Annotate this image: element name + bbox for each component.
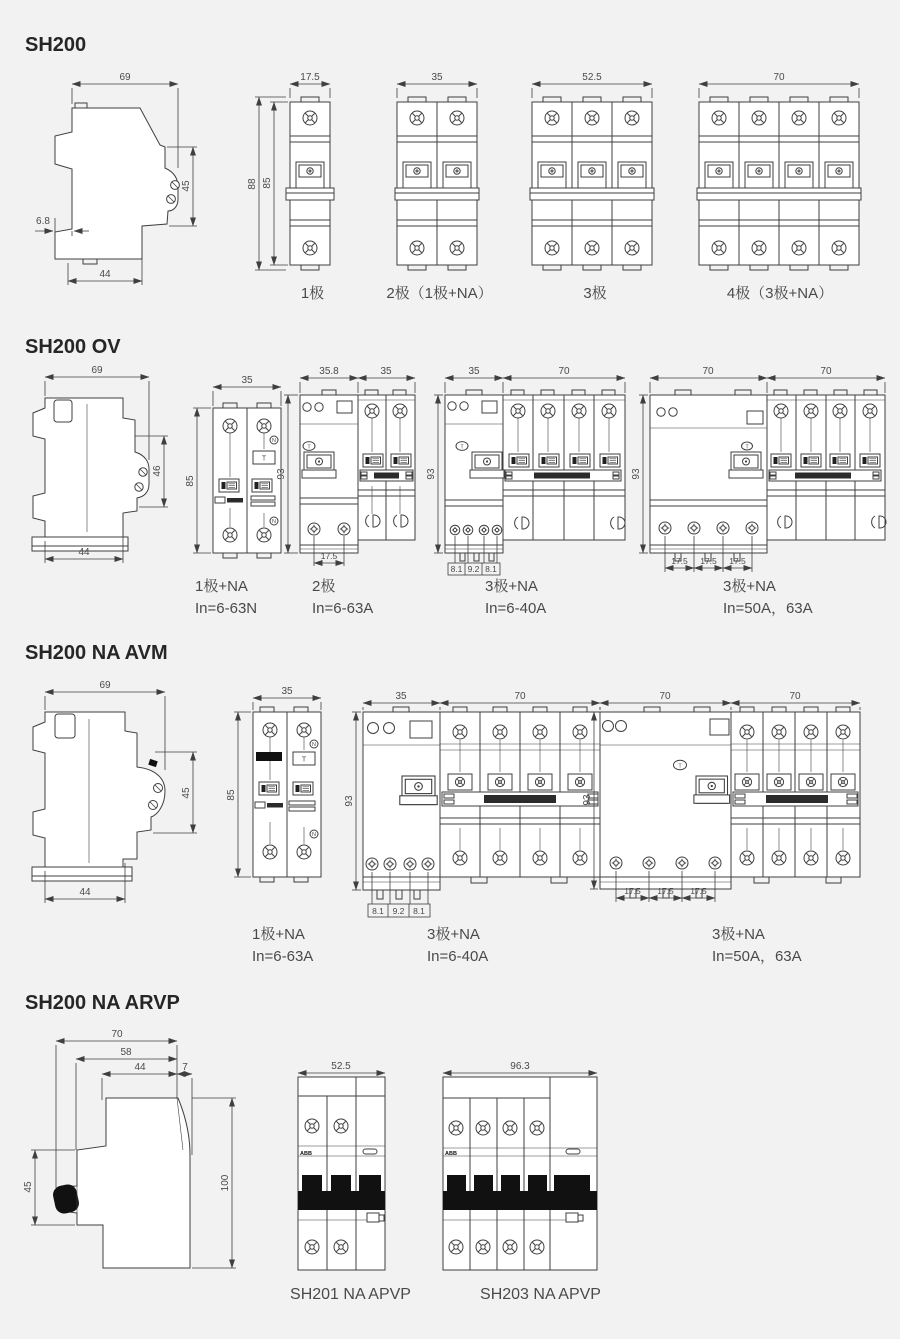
toggle-handle xyxy=(302,1175,322,1191)
dim-b3: 8.1 xyxy=(485,564,497,574)
dim-width: 52.5 xyxy=(582,72,602,83)
toggle-handle xyxy=(331,1175,351,1191)
rcd-toggle xyxy=(470,452,504,478)
dim-w1: 70 xyxy=(111,1029,123,1040)
sh203-na-apvp-front-drawing xyxy=(433,1052,648,1282)
dim-width: 52.5 xyxy=(331,1061,351,1072)
sh200-na-arvp-side-view-drawing xyxy=(20,1020,275,1295)
dim-width1: 35 xyxy=(468,366,480,377)
section-title-sh200-na-arvp: SH200 NA ARVP xyxy=(25,992,180,1014)
t-label: T xyxy=(460,444,464,451)
sh200-na-avm-1pole-na-front-drawing xyxy=(228,682,358,917)
toggle-window xyxy=(259,782,279,795)
dim-w4: 7 xyxy=(182,1062,188,1073)
dim-b1: 17.5 xyxy=(624,886,641,896)
indicator-window xyxy=(482,401,497,413)
rcd-toggle xyxy=(694,776,730,803)
section-title-sh200: SH200 xyxy=(25,34,87,56)
abb-logo: ABB xyxy=(445,1151,457,1157)
sh201-na-apvp-front-drawing xyxy=(283,1052,418,1282)
aux-contact xyxy=(148,759,157,767)
latch xyxy=(367,1213,379,1222)
indicator-window xyxy=(410,721,432,738)
toggle-handle xyxy=(501,1175,520,1191)
dim-b2: 17.5 xyxy=(700,556,717,566)
dim-width2: 35 xyxy=(380,366,392,377)
dim-depth: 69 xyxy=(99,680,111,691)
toggle-bar xyxy=(443,1191,597,1210)
toggle-window xyxy=(252,479,272,492)
dim-height-outer: 88 xyxy=(247,178,258,190)
dim-height: 45 xyxy=(181,787,192,799)
sh200-1pole-front-drawing xyxy=(245,68,380,308)
t-label: T xyxy=(745,444,749,451)
dim-base: 44 xyxy=(79,887,91,898)
caption-avm-3pole-na: 3极+NA In=6-40A xyxy=(427,926,489,965)
caption-1pole: 1极 xyxy=(300,285,325,302)
dim-height: 93 xyxy=(426,468,437,480)
dim-b2: 9.2 xyxy=(467,564,480,574)
rcd-toggle xyxy=(302,452,336,478)
n-label: N xyxy=(272,438,276,444)
sh200-na-avm-side-view-drawing xyxy=(25,675,230,920)
dim-w2: 58 xyxy=(120,1047,132,1058)
dim-height: 85 xyxy=(185,475,196,487)
caption-avm-1pole-na: 1极+NA In=6-63A xyxy=(252,926,314,965)
n-label: N xyxy=(272,519,276,525)
rcd-toggle xyxy=(400,776,437,805)
toggle-window xyxy=(293,782,313,795)
abb-logo: ABB xyxy=(300,1151,312,1157)
dim-width1: 35 xyxy=(395,691,407,702)
rcd-toggle xyxy=(729,452,763,478)
dim-b1: 8.1 xyxy=(450,564,463,574)
dim-height: 46 xyxy=(152,465,163,477)
caption-ov-2pole: 2极 In=6-63A xyxy=(312,578,374,617)
t-label: T xyxy=(307,444,311,451)
sh200-na-avm-3pole-na-large-front-drawing xyxy=(584,682,884,932)
dim-width: 70 xyxy=(773,72,785,83)
caption-2pole: 2极（1极+NA） xyxy=(386,285,493,302)
indicator-window xyxy=(337,401,352,413)
dim-b3: 17.5 xyxy=(729,556,746,566)
sh200-na-avm-3pole-na-front-drawing xyxy=(346,682,621,932)
sh200-side-view-drawing xyxy=(25,68,240,308)
dim-width1: 70 xyxy=(702,366,714,377)
caption-4pole: 4极（3极+NA） xyxy=(726,285,834,302)
toggle-handle xyxy=(528,1175,547,1191)
n-label: N xyxy=(312,742,316,748)
sh200-ov-2pole-front-drawing xyxy=(276,358,430,588)
toggle-handle xyxy=(554,1175,590,1191)
breaker-pole xyxy=(290,97,330,270)
dim-width1: 35.8 xyxy=(319,366,339,377)
section-title-sh200-na-avm: SH200 NA AVM xyxy=(25,642,168,664)
caption-ov-3pole-na-large: 3极+NA In=50A，63A xyxy=(723,578,813,617)
sh200-4pole-front-drawing xyxy=(688,68,873,308)
sh200-2pole-front-drawing xyxy=(380,68,500,308)
dim-offset: 6.8 xyxy=(36,216,50,227)
dim-terminal-pitch: 17.5 xyxy=(320,551,338,561)
dim-b2: 17.5 xyxy=(657,886,674,896)
sh200-ov-3pole-na-large-front-drawing xyxy=(631,358,900,593)
t-label: T xyxy=(678,763,682,770)
latch xyxy=(566,1213,578,1222)
dim-w3: 44 xyxy=(134,1062,146,1073)
toggle-handle xyxy=(447,1175,466,1191)
caption-sh201-na-apvp: SH201 NA APVP xyxy=(290,1286,411,1303)
dim-base: 44 xyxy=(78,547,90,558)
dim-width2: 70 xyxy=(514,691,526,702)
dim-width1: 70 xyxy=(659,691,671,702)
caption-ov-1pole-na: 1极+NA In=6-63N xyxy=(195,578,258,617)
dim-b3: 8.1 xyxy=(413,906,425,916)
dim-base: 44 xyxy=(99,269,111,280)
toggle-bar xyxy=(298,1191,385,1210)
dim-height: 93 xyxy=(631,468,642,480)
n-label: N xyxy=(312,832,316,838)
caption-ov-3pole-na: 3极+NA In=6-40A xyxy=(485,578,547,617)
dim-depth: 69 xyxy=(119,72,131,83)
dim-b1: 8.1 xyxy=(372,906,384,916)
t-label: T xyxy=(261,455,267,463)
dim-b1: 17.5 xyxy=(671,556,688,566)
dim-width2: 70 xyxy=(789,691,801,702)
dim-height: 85 xyxy=(226,789,237,801)
sh200-ov-3pole-na-front-drawing xyxy=(426,358,645,593)
caption-3pole: 3极 xyxy=(583,285,607,302)
toggle-window xyxy=(363,454,383,467)
dim-width: 35 xyxy=(281,686,293,697)
toggle-handle xyxy=(359,1175,381,1191)
dim-width: 35 xyxy=(241,375,253,386)
dim-h-left: 45 xyxy=(23,1181,34,1193)
dim-height: 93 xyxy=(276,468,287,480)
dim-width: 17.5 xyxy=(300,72,320,83)
caption-sh203-na-apvp: SH203 NA APVP xyxy=(480,1286,601,1303)
section-title-sh200-ov: SH200 OV xyxy=(25,336,121,358)
dim-height: 45 xyxy=(181,180,192,192)
dim-width: 96.3 xyxy=(510,1061,530,1072)
dim-height-inner: 85 xyxy=(262,177,273,189)
abb-label-band xyxy=(256,752,282,761)
dim-width2: 70 xyxy=(820,366,832,377)
dim-height: 93 xyxy=(582,794,593,806)
indicator-window xyxy=(747,411,763,424)
toggle-window xyxy=(219,479,239,492)
dim-b2: 9.2 xyxy=(392,906,405,916)
t-label: T xyxy=(301,756,307,764)
dim-depth: 69 xyxy=(91,365,103,376)
sh200-3pole-front-drawing xyxy=(518,68,673,308)
dim-height: 93 xyxy=(344,795,355,807)
dim-width2: 70 xyxy=(558,366,570,377)
dim-h-right: 100 xyxy=(220,1174,231,1192)
toggle-handle xyxy=(474,1175,493,1191)
indicator-window xyxy=(710,719,729,735)
caption-avm-3pole-na-large: 3极+NA In=50A，63A xyxy=(712,926,802,965)
dim-b3: 17.5 xyxy=(690,886,707,896)
dim-width: 35 xyxy=(431,72,443,83)
toggle-window xyxy=(391,454,411,467)
